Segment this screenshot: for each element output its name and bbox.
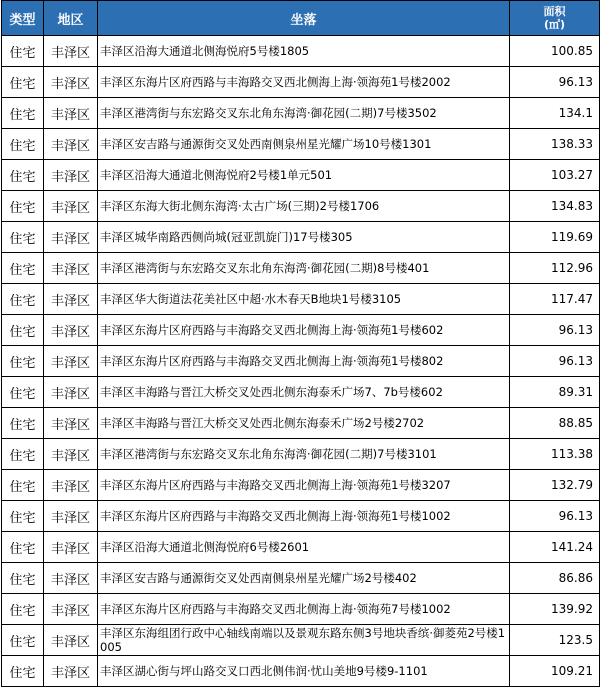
table-row (2, 377, 600, 408)
cell-type: 住宅 (2, 656, 44, 687)
cell-type: 住宅 (2, 129, 44, 160)
header-district: 地区 (44, 1, 98, 36)
cell-type: 住宅 (2, 253, 44, 284)
cell-type: 住宅 (2, 594, 44, 625)
cell-type: 住宅 (2, 346, 44, 377)
table-row (2, 470, 600, 501)
cell-type: 住宅 (2, 160, 44, 191)
cell-address: 丰泽区港湾街与东宏路交叉东北角东海湾·御花园(二期)7号楼3502 (98, 98, 510, 129)
table-header-row (2, 1, 600, 36)
cell-address: 丰泽区港湾街与东宏路交叉东北角东海湾·御花园(二期)8号楼401 (98, 253, 510, 284)
cell-district: 丰泽区 (44, 501, 98, 532)
cell-address: 丰泽区港湾街与东宏路交叉东北角东海湾·御花园(二期)7号楼3101 (98, 439, 510, 470)
cell-address: 丰泽区东海片区府西路与丰海路交叉西北侧海上海·领海苑1号楼3207 (98, 470, 510, 501)
table-row (2, 129, 600, 160)
table-row (2, 67, 600, 98)
cell-address: 丰泽区城华南路西侧尚城(冠亚凯旋门)17号楼305 (98, 222, 510, 253)
cell-type: 住宅 (2, 625, 44, 656)
cell-district: 丰泽区 (44, 532, 98, 563)
cell-area: 96.13 (510, 67, 600, 98)
table-row (2, 439, 600, 470)
cell-district: 丰泽区 (44, 594, 98, 625)
header-area-unit: (㎡) (543, 18, 566, 31)
cell-type: 住宅 (2, 532, 44, 563)
table-row (2, 656, 600, 687)
cell-area: 138.33 (510, 129, 600, 160)
cell-type: 住宅 (2, 501, 44, 532)
cell-district: 丰泽区 (44, 656, 98, 687)
cell-area: 134.1 (510, 98, 600, 129)
cell-type: 住宅 (2, 284, 44, 315)
cell-district: 丰泽区 (44, 98, 98, 129)
cell-address: 丰泽区丰海路与晋江大桥交叉处西北侧东海泰禾广场7、7b号楼602 (98, 377, 510, 408)
header-type: 类型 (2, 1, 44, 36)
cell-type: 住宅 (2, 222, 44, 253)
cell-area: 103.27 (510, 160, 600, 191)
cell-district: 丰泽区 (44, 222, 98, 253)
cell-district: 丰泽区 (44, 563, 98, 594)
cell-area: 139.92 (510, 594, 600, 625)
table-row (2, 532, 600, 563)
cell-district: 丰泽区 (44, 625, 98, 656)
cell-area: 96.13 (510, 501, 600, 532)
cell-address: 丰泽区东海片区府西路与丰海路交叉西北侧海上海·领海苑1号楼802 (98, 346, 510, 377)
cell-district: 丰泽区 (44, 284, 98, 315)
cell-area: 123.5 (510, 625, 600, 656)
cell-type: 住宅 (2, 191, 44, 222)
table-row (2, 563, 600, 594)
header-area (510, 1, 600, 36)
table-row (2, 284, 600, 315)
table-row (2, 408, 600, 439)
cell-address: 丰泽区东海组团行政中心轴线南端以及景观东路东侧3号地块香缤·御菱苑2号楼1005 (98, 625, 510, 656)
property-table (1, 0, 600, 687)
cell-type: 住宅 (2, 36, 44, 67)
cell-address: 丰泽区沿海大通道北侧海悦府5号楼1805 (98, 36, 510, 67)
cell-address: 丰泽区东海片区府西路与丰海路交叉西北侧海上海·领海苑1号楼1002 (98, 501, 510, 532)
cell-district: 丰泽区 (44, 439, 98, 470)
header-area-label: 面积 (543, 5, 566, 18)
cell-area: 86.86 (510, 563, 600, 594)
cell-district: 丰泽区 (44, 67, 98, 98)
cell-area: 89.31 (510, 377, 600, 408)
cell-type: 住宅 (2, 377, 44, 408)
cell-type: 住宅 (2, 315, 44, 346)
cell-area: 141.24 (510, 532, 600, 563)
cell-type: 住宅 (2, 439, 44, 470)
cell-type: 住宅 (2, 67, 44, 98)
cell-area: 113.38 (510, 439, 600, 470)
cell-district: 丰泽区 (44, 253, 98, 284)
cell-area: 109.21 (510, 656, 600, 687)
cell-area: 100.85 (510, 36, 600, 67)
cell-type: 住宅 (2, 470, 44, 501)
cell-type: 住宅 (2, 408, 44, 439)
table-row (2, 191, 600, 222)
table-row (2, 594, 600, 625)
table-row (2, 346, 600, 377)
table-body (2, 36, 600, 687)
cell-district: 丰泽区 (44, 129, 98, 160)
cell-address: 丰泽区东海片区府西路与丰海路交叉西北侧海上海·领海苑1号楼2002 (98, 67, 510, 98)
cell-area: 96.13 (510, 346, 600, 377)
table-row (2, 253, 600, 284)
cell-district: 丰泽区 (44, 191, 98, 222)
cell-address: 丰泽区东海大街北侧东海湾·太古广场(三期)2号楼1706 (98, 191, 510, 222)
cell-address: 丰泽区沿海大通道北侧海悦府6号楼2601 (98, 532, 510, 563)
header-address: 坐落 (98, 1, 510, 36)
table-row (2, 315, 600, 346)
table-row (2, 222, 600, 253)
cell-address: 丰泽区安吉路与通源街交叉处西南侧泉州星光耀广场2号楼402 (98, 563, 510, 594)
cell-district: 丰泽区 (44, 160, 98, 191)
cell-address: 丰泽区丰海路与晋江大桥交叉处西北侧东海泰禾广场2号楼2702 (98, 408, 510, 439)
cell-district: 丰泽区 (44, 408, 98, 439)
table-row (2, 98, 600, 129)
cell-area: 117.47 (510, 284, 600, 315)
table-row (2, 36, 600, 67)
cell-area: 132.79 (510, 470, 600, 501)
cell-type: 住宅 (2, 563, 44, 594)
cell-district: 丰泽区 (44, 36, 98, 67)
cell-address: 丰泽区东海片区府西路与丰海路交叉西北侧海上海·领海苑1号楼602 (98, 315, 510, 346)
cell-district: 丰泽区 (44, 315, 98, 346)
cell-address: 丰泽区湖心街与坪山路交叉口西北侧伟润·忧山美地9号楼9-1101 (98, 656, 510, 687)
cell-address: 丰泽区东海片区府西路与丰海路交叉西北侧海上海·领海苑7号楼1002 (98, 594, 510, 625)
cell-area: 119.69 (510, 222, 600, 253)
cell-address: 丰泽区沿海大通道北侧海悦府2号楼1单元501 (98, 160, 510, 191)
cell-district: 丰泽区 (44, 346, 98, 377)
table-row (2, 160, 600, 191)
cell-area: 134.83 (510, 191, 600, 222)
table-row (2, 625, 600, 656)
cell-address: 丰泽区华大街道法花美社区中超·水木春天B地块1号楼3105 (98, 284, 510, 315)
table-row (2, 501, 600, 532)
cell-type: 住宅 (2, 98, 44, 129)
cell-district: 丰泽区 (44, 377, 98, 408)
cell-address: 丰泽区安吉路与通源街交叉处西南侧泉州星光耀广场10号楼1301 (98, 129, 510, 160)
cell-area: 112.96 (510, 253, 600, 284)
cell-area: 96.13 (510, 315, 600, 346)
cell-area: 88.85 (510, 408, 600, 439)
cell-district: 丰泽区 (44, 470, 98, 501)
